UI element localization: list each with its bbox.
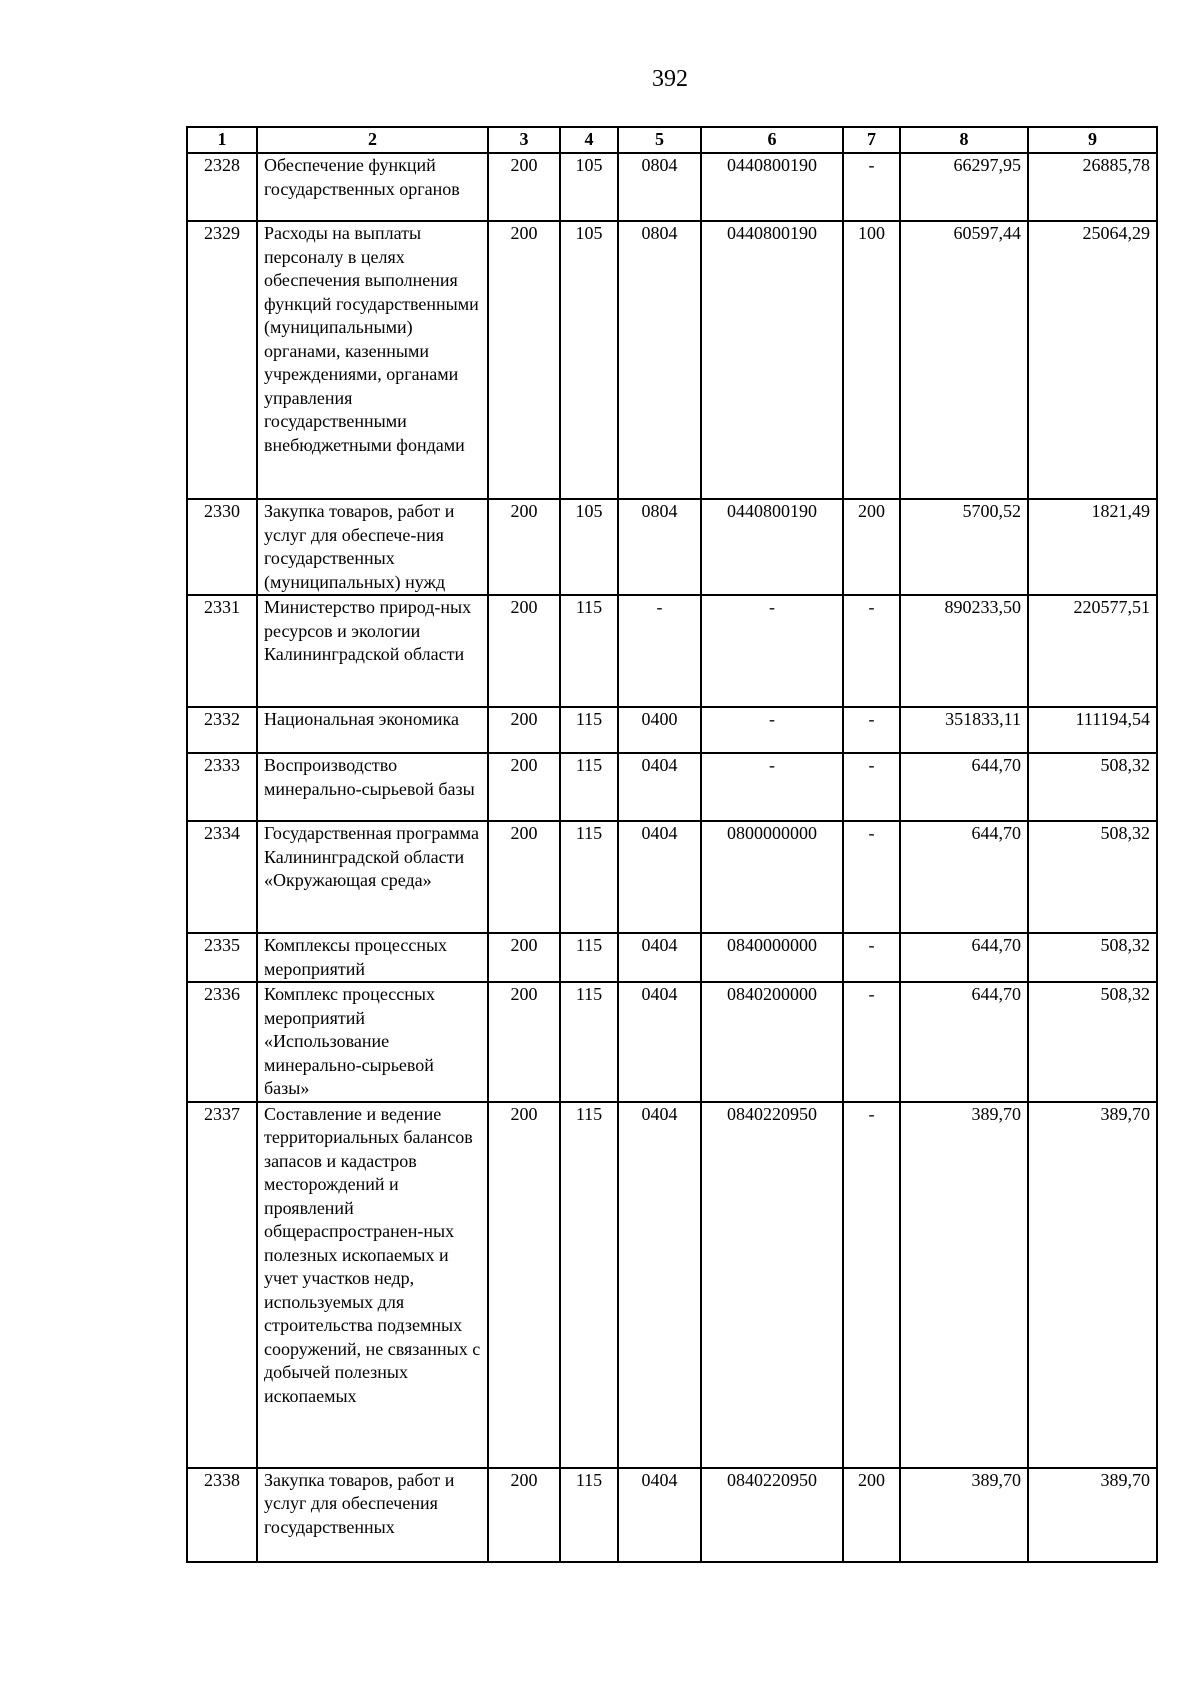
col7-value: 200	[843, 1468, 900, 1562]
row-number: 2333	[187, 753, 257, 821]
col5-value: 0400	[618, 707, 701, 753]
row-name: Составление и ведение территориальных балансов запасов и кадастров месторождений и проявлений общераспространен-ных полезных ископаемых и учет участков недр, используемых для строительства подземных сооружений, не связанных с добычей полезных ископаемых	[257, 1102, 488, 1468]
column-header-2: 2	[257, 127, 488, 153]
row-name: Комплекс процессных мероприятий «Использование минерально-сырьевой базы»	[257, 982, 488, 1102]
row-name: Министерство природ-ных ресурсов и экологии Калининградской области	[257, 595, 488, 707]
col6-value: -	[701, 753, 843, 821]
col8-amount: 644,70	[900, 821, 1028, 933]
col9-amount: 389,70	[1028, 1102, 1157, 1468]
row-name: Закупка товаров, работ и услуг для обеспече-ния государственных (муниципальных) нужд	[257, 499, 488, 595]
col8-amount: 389,70	[900, 1102, 1028, 1468]
col8-amount: 5700,52	[900, 499, 1028, 595]
col9-amount: 508,32	[1028, 982, 1157, 1102]
col3-value: 200	[488, 1102, 560, 1468]
table-row	[187, 221, 1157, 499]
col7-value: -	[843, 707, 900, 753]
col9-amount: 26885,78	[1028, 153, 1157, 221]
row-number: 2332	[187, 707, 257, 753]
row-number: 2335	[187, 933, 257, 982]
col6-value: 0840200000	[701, 982, 843, 1102]
col8-amount: 66297,95	[900, 153, 1028, 221]
col8-amount: 389,70	[900, 1468, 1028, 1562]
col7-value: 100	[843, 221, 900, 499]
col5-value: 0804	[618, 221, 701, 499]
table-row	[187, 933, 1157, 982]
col9-amount: 1821,49	[1028, 499, 1157, 595]
col7-value: -	[843, 821, 900, 933]
column-header-7: 7	[843, 127, 900, 153]
col5-value: 0804	[618, 153, 701, 221]
row-name: Национальная экономика	[257, 707, 488, 753]
col4-value: 115	[560, 1468, 618, 1562]
row-name: Расходы на выплаты персоналу в целях обеспечения выполнения функций государственными (муниципальными) органами, казенными учреждениями, органами управления государственными внебюджетными фондами	[257, 221, 488, 499]
col9-amount: 508,32	[1028, 753, 1157, 821]
col4-value: 115	[560, 982, 618, 1102]
col7-value: -	[843, 153, 900, 221]
col4-value: 105	[560, 153, 618, 221]
row-number: 2328	[187, 153, 257, 221]
col4-value: 115	[560, 821, 618, 933]
col4-value: 115	[560, 1102, 618, 1468]
col7-value: -	[843, 933, 900, 982]
col4-value: 105	[560, 499, 618, 595]
col5-value: 0404	[618, 821, 701, 933]
row-number: 2330	[187, 499, 257, 595]
col6-value: 0840220950	[701, 1102, 843, 1468]
col5-value: 0804	[618, 499, 701, 595]
row-number: 2337	[187, 1102, 257, 1468]
column-header-9: 9	[1028, 127, 1157, 153]
col9-amount: 220577,51	[1028, 595, 1157, 707]
col5-value: 0404	[618, 1468, 701, 1562]
col9-amount: 111194,54	[1028, 707, 1157, 753]
col6-value: -	[701, 595, 843, 707]
col7-value: -	[843, 982, 900, 1102]
table-row	[187, 707, 1157, 753]
column-header-4: 4	[560, 127, 618, 153]
col6-value: 0840000000	[701, 933, 843, 982]
col4-value: 115	[560, 933, 618, 982]
col5-value: 0404	[618, 933, 701, 982]
table-row	[187, 982, 1157, 1102]
column-header-5: 5	[618, 127, 701, 153]
table-row	[187, 595, 1157, 707]
col6-value: 0440800190	[701, 221, 843, 499]
col9-amount: 25064,29	[1028, 221, 1157, 499]
col8-amount: 351833,11	[900, 707, 1028, 753]
col9-amount: 389,70	[1028, 1468, 1157, 1562]
column-header-3: 3	[488, 127, 560, 153]
col5-value: 0404	[618, 982, 701, 1102]
row-name: Закупка товаров, работ и услуг для обеспечения государственных	[257, 1468, 488, 1562]
col3-value: 200	[488, 821, 560, 933]
col3-value: 200	[488, 707, 560, 753]
col5-value: 0404	[618, 753, 701, 821]
row-name: Государственная программа Калининградской области «Окружающая среда»	[257, 821, 488, 933]
col3-value: 200	[488, 982, 560, 1102]
col3-value: 200	[488, 153, 560, 221]
col3-value: 200	[488, 1468, 560, 1562]
col3-value: 200	[488, 933, 560, 982]
row-name: Обеспечение функций государственных органов	[257, 153, 488, 221]
col7-value: 200	[843, 499, 900, 595]
page-number: 392	[652, 66, 688, 92]
row-number: 2336	[187, 982, 257, 1102]
col8-amount: 60597,44	[900, 221, 1028, 499]
table-header-row	[187, 127, 1157, 153]
col3-value: 200	[488, 499, 560, 595]
col8-amount: 644,70	[900, 982, 1028, 1102]
col6-value: 0440800190	[701, 499, 843, 595]
row-name: Комплексы процессных мероприятий	[257, 933, 488, 982]
row-number: 2329	[187, 221, 257, 499]
col3-value: 200	[488, 221, 560, 499]
col4-value: 115	[560, 753, 618, 821]
col6-value: 0840220950	[701, 1468, 843, 1562]
table-row	[187, 1468, 1157, 1562]
budget-table	[186, 126, 1158, 1563]
col5-value: 0404	[618, 1102, 701, 1468]
col4-value: 105	[560, 221, 618, 499]
col4-value: 115	[560, 595, 618, 707]
table-row	[187, 821, 1157, 933]
col9-amount: 508,32	[1028, 933, 1157, 982]
row-number: 2338	[187, 1468, 257, 1562]
col4-value: 115	[560, 707, 618, 753]
table-row	[187, 153, 1157, 221]
table-row	[187, 1102, 1157, 1468]
col6-value: 0800000000	[701, 821, 843, 933]
col3-value: 200	[488, 753, 560, 821]
row-number: 2331	[187, 595, 257, 707]
column-header-1: 1	[187, 127, 257, 153]
row-number: 2334	[187, 821, 257, 933]
row-name: Воспроизводство минерально-сырьевой базы	[257, 753, 488, 821]
table-row	[187, 753, 1157, 821]
col5-value: -	[618, 595, 701, 707]
col7-value: -	[843, 753, 900, 821]
col7-value: -	[843, 1102, 900, 1468]
column-header-6: 6	[701, 127, 843, 153]
col6-value: -	[701, 707, 843, 753]
column-header-8: 8	[900, 127, 1028, 153]
col8-amount: 644,70	[900, 933, 1028, 982]
col8-amount: 644,70	[900, 753, 1028, 821]
col7-value: -	[843, 595, 900, 707]
table-row	[187, 499, 1157, 595]
col6-value: 0440800190	[701, 153, 843, 221]
col8-amount: 890233,50	[900, 595, 1028, 707]
col3-value: 200	[488, 595, 560, 707]
col9-amount: 508,32	[1028, 821, 1157, 933]
